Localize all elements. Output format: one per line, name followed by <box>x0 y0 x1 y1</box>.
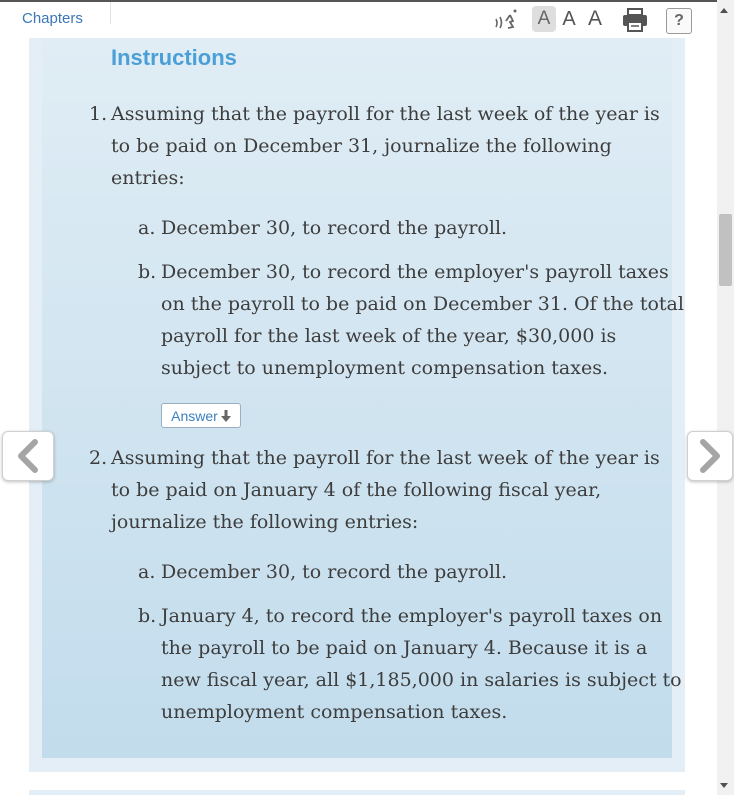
subitem-text-line: December 30, to record the payroll. <box>161 561 508 583</box>
subitem-text-line: December 30, to record the employer's payroll taxes <box>161 261 669 283</box>
help-button[interactable]: ? <box>666 8 692 34</box>
subitem-text-line: on the payroll to be paid on December 31. Of the total <box>161 293 684 315</box>
font-size-medium-button[interactable]: A <box>562 7 576 30</box>
subitem-text-line: unemployment compensation taxes. <box>161 701 508 723</box>
next-section-edge <box>29 790 685 795</box>
instruction-item-2 <box>89 442 660 538</box>
printer-icon <box>621 7 649 33</box>
subitem-text-line: new fiscal year, all $1,185,000 in salaries is subject to <box>161 669 682 691</box>
arrow-down-icon <box>221 410 231 422</box>
listen-icon <box>493 7 521 33</box>
item-text-line: Assuming that the payroll for the last week of the year is <box>111 103 660 125</box>
item-text-line: Assuming that the payroll for the last week of the year is <box>111 447 660 469</box>
scroll-down-icon[interactable] <box>720 783 728 788</box>
subitem-text-line: December 30, to record the payroll. <box>161 217 508 239</box>
font-size-small-button[interactable]: A <box>532 6 556 32</box>
subitem-label: b. <box>138 261 157 283</box>
listen-button[interactable] <box>490 6 524 34</box>
answer-button[interactable] <box>161 403 241 428</box>
subitem-label: a. <box>138 561 156 583</box>
chevron-right-icon <box>697 439 723 473</box>
subitem-label: b. <box>138 605 157 627</box>
subitem-text-line: January 4, to record the employer's payroll taxes on <box>161 605 663 627</box>
scroll-up-icon[interactable] <box>720 8 728 13</box>
chapters-link[interactable]: Chapters <box>22 10 83 27</box>
instruction-subitem-2a <box>138 556 508 588</box>
item-number: 2. <box>89 447 108 469</box>
top-border <box>0 0 720 2</box>
vertical-scrollbar[interactable] <box>717 0 734 795</box>
next-page-button[interactable] <box>687 431 733 481</box>
item-text-line: journalize the following entries: <box>111 511 419 533</box>
chevron-left-icon <box>15 439 41 473</box>
font-size-large-button[interactable]: A <box>587 7 602 30</box>
subitem-text-line: subject to unemployment compensation taxes. <box>161 357 608 379</box>
instruction-subitem-1b <box>138 256 684 384</box>
instruction-subitem-1a <box>138 212 508 244</box>
instruction-item-1 <box>89 98 660 194</box>
print-button[interactable] <box>620 6 650 34</box>
scroll-thumb[interactable] <box>719 214 732 286</box>
subitem-text-line: the payroll to be paid on January 4. Because it is a <box>161 637 648 659</box>
item-text-line: to be paid on January 4 of the following fiscal year, <box>111 479 602 501</box>
item-text-line: entries: <box>111 167 185 189</box>
previous-page-button[interactable] <box>2 431 54 481</box>
answer-label: Answer <box>171 407 218 424</box>
item-text-line: to be paid on December 31, journalize the following <box>111 135 612 157</box>
item-number: 1. <box>89 103 108 125</box>
subitem-text-line: payroll for the last week of the year, $30,000 is <box>161 325 617 347</box>
instruction-subitem-2b <box>138 600 682 728</box>
subitem-label: a. <box>138 217 156 239</box>
section-heading: Instructions <box>111 45 237 70</box>
divider <box>110 2 111 24</box>
